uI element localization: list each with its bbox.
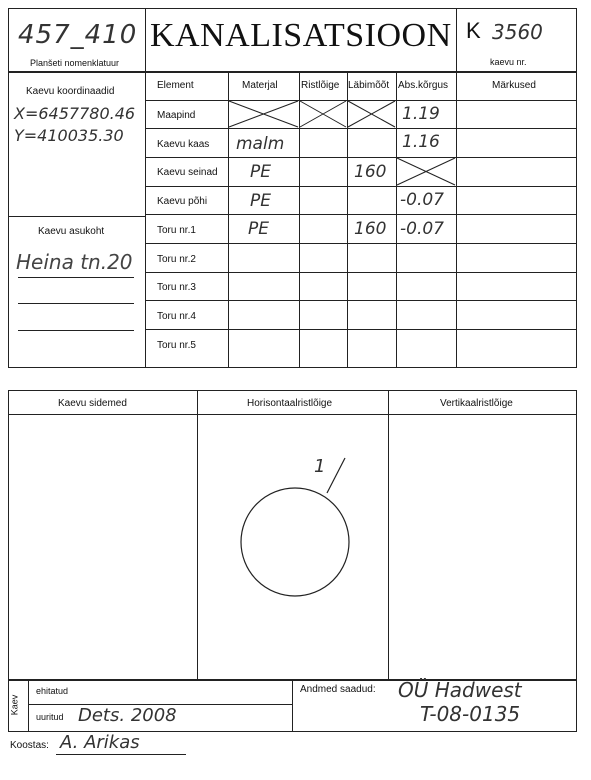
col-element: Element <box>157 80 194 91</box>
well-label: kaevu nr. <box>490 57 527 67</box>
coord-y: Y=410035.30 <box>14 126 124 145</box>
cell-pohi-abs: -0.07 <box>400 190 444 210</box>
row-toru-3: Toru nr.3 <box>157 282 196 293</box>
sketch-col-vertical: Vertikaalristlõige <box>440 398 513 409</box>
cell-kaas-abs: 1.16 <box>402 132 440 152</box>
cell-maapind-abs: 1.19 <box>402 104 440 124</box>
col-labimoot: Läbimõõt <box>348 80 390 91</box>
well-number: 3560 <box>492 20 543 44</box>
row-toru-1: Toru nr.1 <box>157 225 196 236</box>
col-markused: Märkused <box>492 80 536 91</box>
cell-pohi-materjal: PE <box>250 191 271 211</box>
surveyed-date: Dets. 2008 <box>78 705 177 726</box>
compiled-label: Koostas: <box>10 740 49 751</box>
well-prefix: K <box>466 18 481 43</box>
sketch-col-horizontal: Horisontaalristlõige <box>247 398 333 409</box>
compiled-name: A. Arikas <box>60 732 140 753</box>
row-toru-5: Toru nr.5 <box>157 340 196 351</box>
col-materjal: Materjal <box>242 80 278 91</box>
source-code: T-08-0135 <box>420 702 521 726</box>
sketch-col-connections: Kaevu sidemed <box>58 398 127 409</box>
row-kaevu-pohi: Kaevu põhi <box>157 196 208 207</box>
surveyed-label: uuritud <box>36 712 64 722</box>
coord-x: X=6457780.46 <box>14 104 136 123</box>
source-company: OÜ Hadwest <box>398 678 522 702</box>
location-value: Heina tn.20 <box>16 250 133 274</box>
col-ristloige: Ristlõige <box>301 80 340 91</box>
footer-side-label: Kaev <box>9 694 20 716</box>
sheet-number: 457_410 <box>18 20 138 50</box>
cell-toru1-abs: -0.07 <box>400 219 444 239</box>
row-kaevu-seinad: Kaevu seinad <box>157 167 218 178</box>
col-abs: Abs.kõrgus <box>398 80 449 91</box>
cell-seinad-labimoot: 160 <box>354 162 387 182</box>
row-kaevu-kaas: Kaevu kaas <box>157 139 210 150</box>
cell-toru1-materjal: PE <box>248 219 269 239</box>
cell-toru1-labimoot: 160 <box>354 219 387 239</box>
page-title: KANALISATSIOON <box>150 17 452 54</box>
row-toru-4: Toru nr.4 <box>157 311 196 322</box>
cell-seinad-materjal: PE <box>250 162 271 182</box>
location-label: Kaevu asukoht <box>38 226 105 237</box>
source-label: Andmed saadud: <box>300 684 376 695</box>
cell-kaas-materjal: malm <box>236 134 285 154</box>
sheet-label: Planšeti nomenklatuur <box>30 58 120 68</box>
coords-label: Kaevu koordinaadid <box>26 86 115 97</box>
row-toru-2: Toru nr.2 <box>157 254 196 265</box>
built-label: ehitatud <box>36 686 69 696</box>
row-maapind: Maapind <box>157 110 196 121</box>
pipe-label: 1 <box>314 456 326 477</box>
